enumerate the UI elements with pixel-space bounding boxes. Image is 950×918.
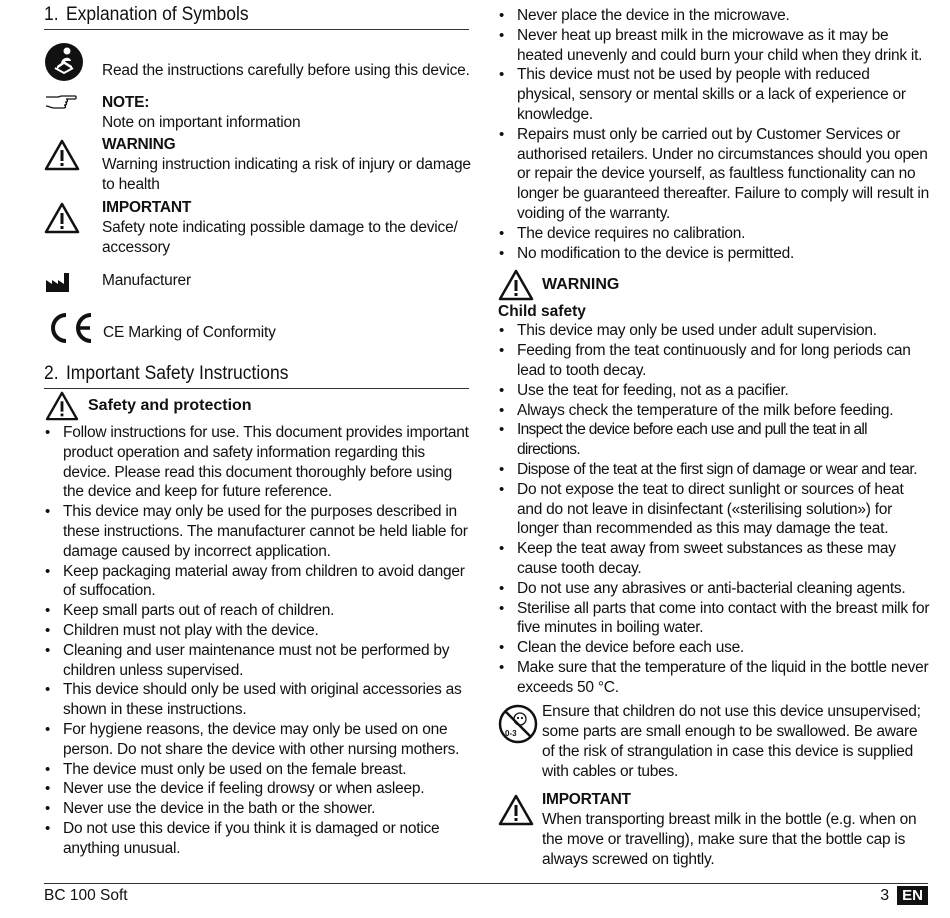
section-number: 2. [44,363,59,384]
factory-icon [44,271,102,293]
list-item: • Do not expose the teat to direct sunlight or sources of heat and do not leave in disinfectant («sterilising solution») for longer than recommended as this may damage the teat. [498,480,930,539]
list-item: • The device requires no calibration. [498,224,930,244]
list-item: • Never use the device if feeling drowsy or when asleep. [44,779,472,799]
list-item: • Never place the device in the microwave. [498,6,930,26]
child-safety-heading: Child safety [498,303,586,321]
child-safety-list [498,321,930,697]
symbol-manufacturer [44,271,472,293]
list-item: • Inspect the device before each use and pull the teat in all directions. [498,420,930,460]
list-item: • Repairs must only be carried out by Customer Services or authorised retailers. Under no circumstances should you open or repair the device yourself, as faultless functionality can no longer be guaranteed thereafter. Failure to comply will result in voiding of the warranty. [498,125,930,224]
warning-triangle-icon [498,790,542,831]
list-item: • This device should only be used with original accessories as shown in these instructions. [44,680,472,720]
warning-label: WARNING [542,276,620,294]
warning-label: WARNING [102,136,176,153]
section-number: 1. [44,4,59,25]
safety-list [44,423,472,859]
list-item: • Keep small parts out of reach of children. [44,601,472,621]
symbol-important [44,198,472,258]
warning-triangle-icon [44,391,80,421]
list-item: • Never heat up breast milk in the microwave as it may be heated unevenly and could burn your child when they drink it. [498,26,930,66]
safety-list-continued [498,6,930,263]
right-column [498,6,930,870]
list-item: • Do not use this device if you think it is damaged or notice anything unusual. [44,819,472,859]
symbol-text: CE Marking of Conformity [103,324,276,341]
model-name: BC 100 Soft [44,886,128,904]
symbol-text [102,198,472,258]
warning-triangle-icon [44,135,102,171]
warning-text: Warning instruction indicating a risk of injury or damage to health [102,156,471,193]
page-number: 3 [880,886,890,904]
symbol-ce [44,311,472,345]
important-label: IMPORTANT [102,199,192,216]
warning-triangle-icon [498,269,534,301]
warning-triangle-icon [44,198,102,234]
important-content [542,790,930,870]
symbol-text [102,93,300,133]
read-instructions-icon [44,42,102,82]
list-item: • Follow instructions for use. This document provides important product operation and safety information regarding this device. Please read this document thoroughly before using the device and keep for future reference. [44,423,472,502]
symbol-text: Read the instructions carefully before using this device. [102,62,470,79]
list-item: • The device must only be used on the female breast. [44,760,472,780]
age-warning-block [498,702,930,782]
important-block [498,790,930,870]
list-item: • Children must not play with the device. [44,621,472,641]
note-label: NOTE: [102,94,150,111]
age-warning-text: Ensure that children do not use this device unsupervised; some parts are small enough to be swallowed. Be aware of the risk of strangulation in case this device is supplied with cables or tubes. [542,702,921,780]
age-restriction-icon [498,702,542,749]
age-icon-text: 0-3 [505,728,517,738]
pointing-hand-icon [44,93,102,111]
list-item: • Sterilise all parts that come into contact with the breast milk for five minutes in boiling water. [498,599,930,639]
symbol-text: Manufacturer [102,272,191,289]
symbol-text [102,135,472,195]
page-footer [44,883,928,905]
symbol-warning [44,135,472,195]
list-item: • Always check the temperature of the milk before feeding. [498,401,930,421]
left-column [44,0,472,859]
warning-heading [498,269,930,301]
list-item: • Never use the device in the bath or the shower. [44,799,472,819]
ce-mark-icon [44,311,102,345]
list-item: • Dispose of the teat at the first sign of damage or wear and tear. [498,460,930,480]
important-text: When transporting breast milk in the bottle (e.g. when on the move or travelling), make sure that the bottle cap is always screwed on tightly. [542,810,917,868]
list-item: • Keep the teat away from sweet substances as these may cause tooth decay. [498,539,930,579]
list-item: • Feeding from the teat continuously and for long periods can lead to tooth decay. [498,341,930,381]
list-item: • Make sure that the temperature of the liquid in the bottle never exceeds 50 °C. [498,658,930,698]
list-item: • This device may only be used for the purposes described in these instructions. The manufacturer cannot be held liable for damage caused by incorrect application. [44,502,472,561]
list-item: • No modification to the device is permitted. [498,244,930,264]
safety-subheading [44,391,472,421]
symbol-note [44,93,472,133]
list-item: • Clean the device before each use. [498,638,930,658]
section-title: Important Safety Instructions [65,363,289,384]
symbol-read-instructions [44,42,472,82]
section-1-heading [44,0,469,30]
list-item: • Cleaning and user maintenance must not be performed by children unless supervised. [44,641,472,681]
list-item: • Use the teat for feeding, not as a pacifier. [498,381,930,401]
important-label: IMPORTANT [542,790,631,808]
list-item: • Keep packaging material away from children to avoid danger of suffocation. [44,562,472,602]
section-title: Explanation of Symbols [65,4,249,25]
important-text: Safety note indicating possible damage to the device/ accessory [102,219,458,256]
list-item: • For hygiene reasons, the device may only be used on one person. Do not share the device with other nursing mothers. [44,720,472,760]
note-text: Note on important information [102,114,301,131]
list-item: • This device may only be used under adult supervision. [498,321,930,341]
language-badge: EN [897,886,928,905]
section-2-heading [44,359,469,389]
list-item: • This device must not be used by people with reduced physical, sensory or mental skills or a lack of experience or knowledge. [498,65,930,124]
list-item: • Do not use any abrasives or anti-bacterial cleaning agents. [498,579,930,599]
subheading-text: Safety and protection [88,397,252,414]
page-indicator [880,886,928,905]
